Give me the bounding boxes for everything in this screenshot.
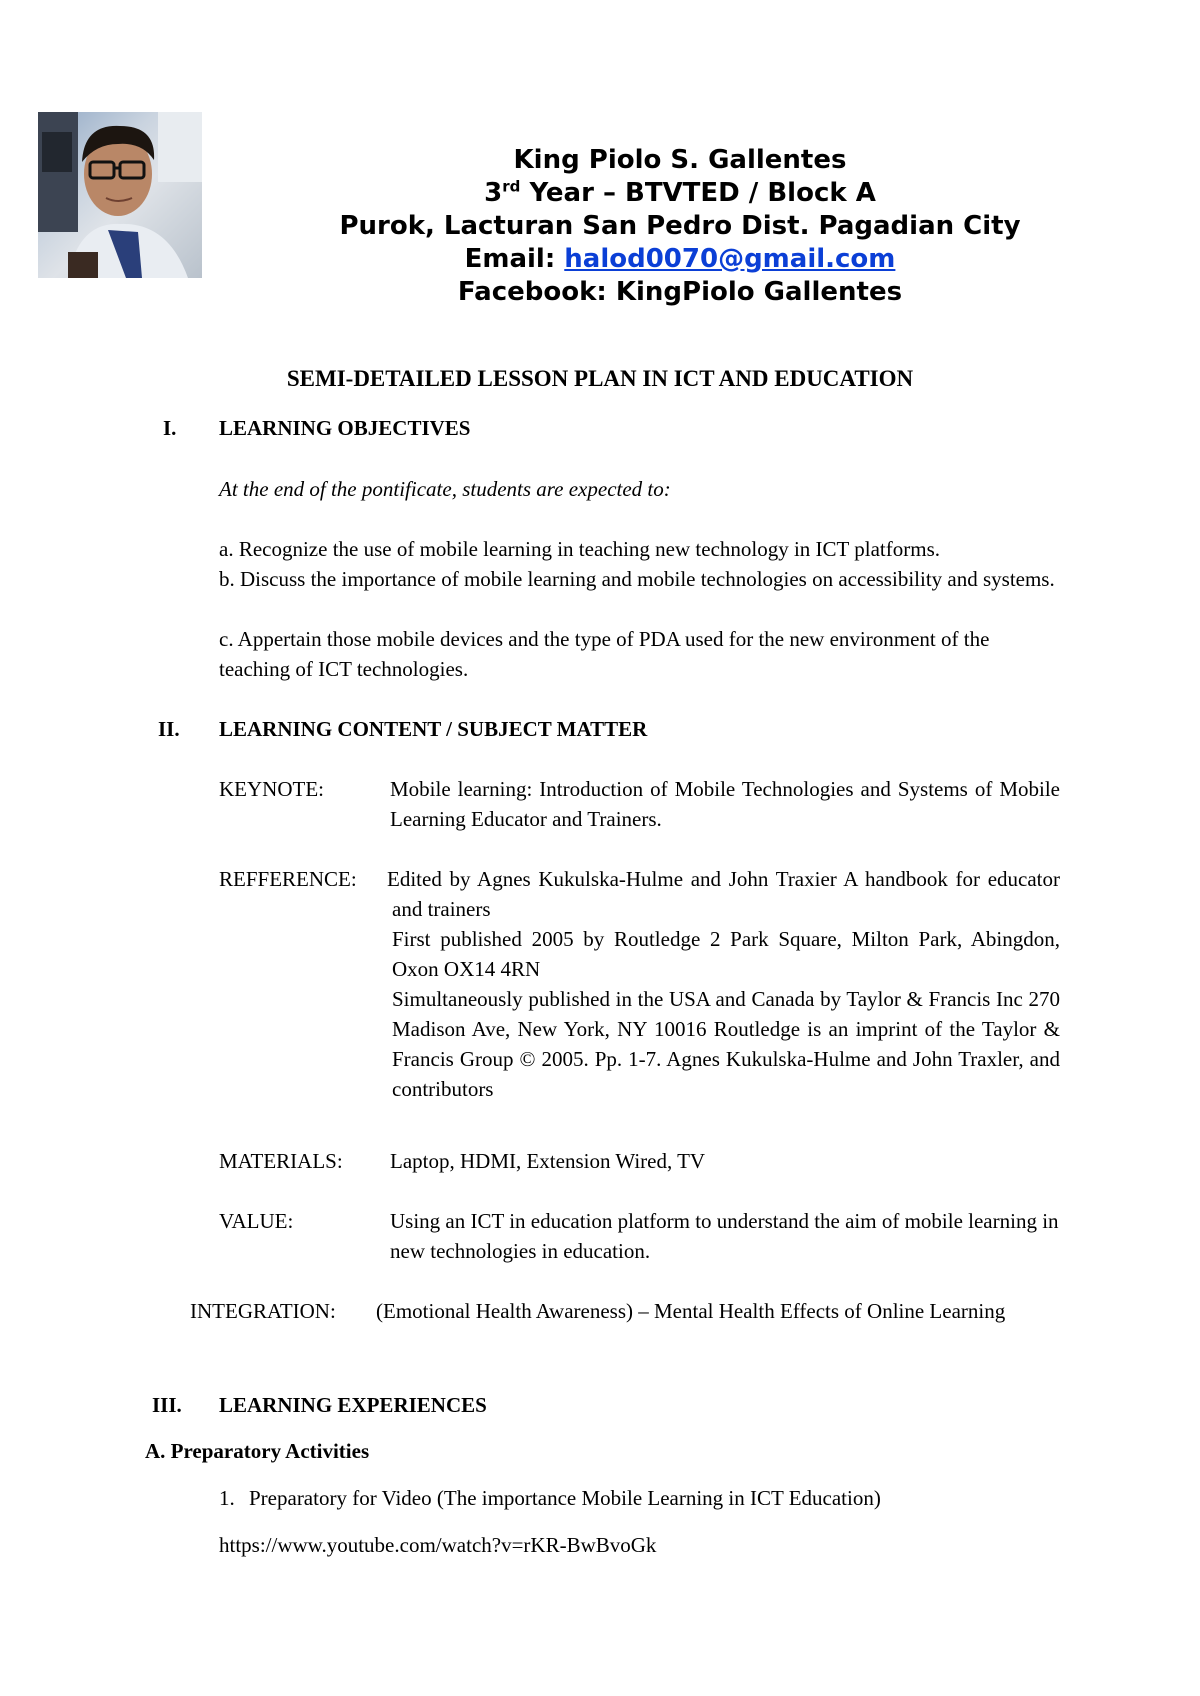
address: Purok, Lacturan San Pedro Dist. Pagadian City [339, 211, 1021, 241]
materials-label: MATERIALS: [219, 1149, 343, 1173]
keynote-text: Mobile learning: Introduction of Mobile Technologies and Systems of Mobile Learning Educator and Trainers. [390, 777, 1060, 831]
keynote-label: KEYNOTE: [219, 777, 324, 801]
value-label: VALUE: [219, 1209, 294, 1233]
reference-line-2: First published 2005 by Routledge 2 Park Square, Milton Park, Abingdon, Oxon OX14 4RN [392, 927, 1060, 981]
video-url[interactable]: https://www.youtube.com/watch?v=rKR-BwBvoGk [219, 1533, 657, 1557]
materials-text: Laptop, HDMI, Extension Wired, TV [390, 1149, 706, 1173]
year-block: 3rd Year – BTVTED / Block A [484, 177, 876, 208]
reference-line-1: Edited by Agnes Kukulska-Hulme and John Traxier A handbook for educator and trainers [387, 867, 1060, 921]
objectives-intro: At the end of the pontificate, students are expected to: [219, 477, 671, 501]
reference-label: REFFERENCE: [219, 867, 357, 891]
author-name: King Piolo S. Gallentes [513, 145, 847, 175]
email-line [200, 243, 1160, 276]
section-2-number: II. [158, 717, 180, 741]
section-1-number: I. [163, 416, 177, 440]
value-text: Using an ICT in education platform to understand the aim of mobile learning in new technologies in education. [390, 1209, 1059, 1263]
profile-photo [38, 112, 202, 278]
contact-header [200, 144, 1160, 309]
objective-c: c. Appertain those mobile devices and the type of PDA used for the new environment of the teaching of ICT technologies. [219, 627, 990, 681]
reference-line-3: Simultaneously published in the USA and Canada by Taylor & Francis Inc 270 Madison Ave, New York, NY 10016 Routledge is an imprint of the Taylor & Francis Group © 2005. Pp. 1-7. Agnes Kukulska-Hulme and John Traxler, and contributors [392, 987, 1060, 1101]
email-link[interactable]: halod0070@gmail.com [564, 244, 896, 274]
integration-text: (Emotional Health Awareness) – Mental Health Effects of Online Learning [376, 1299, 1006, 1323]
section-3-number: III. [152, 1393, 182, 1417]
email-label: Email: [464, 244, 565, 274]
activity-1-text: Preparatory for Video (The importance Mobile Learning in ICT Education) [249, 1486, 881, 1510]
document-title: SEMI-DETAILED LESSON PLAN IN ICT AND EDUCATION [286, 366, 914, 391]
section-1-title: LEARNING OBJECTIVES [219, 416, 471, 440]
integration-label: INTEGRATION: [190, 1299, 336, 1323]
objective-a: a. Recognize the use of mobile learning in teaching new technology in ICT platforms. [219, 537, 940, 561]
activity-1-number: 1. [219, 1486, 235, 1510]
objective-b: b. Discuss the importance of mobile learning and mobile technologies on accessibility and systems. [219, 567, 1055, 591]
section-2-title: LEARNING CONTENT / SUBJECT MATTER [219, 717, 648, 741]
section-3-title: LEARNING EXPERIENCES [219, 1393, 487, 1417]
preparatory-activities-heading: A. Preparatory Activities [145, 1439, 370, 1463]
facebook-line: Facebook: KingPiolo Gallentes [457, 277, 903, 307]
